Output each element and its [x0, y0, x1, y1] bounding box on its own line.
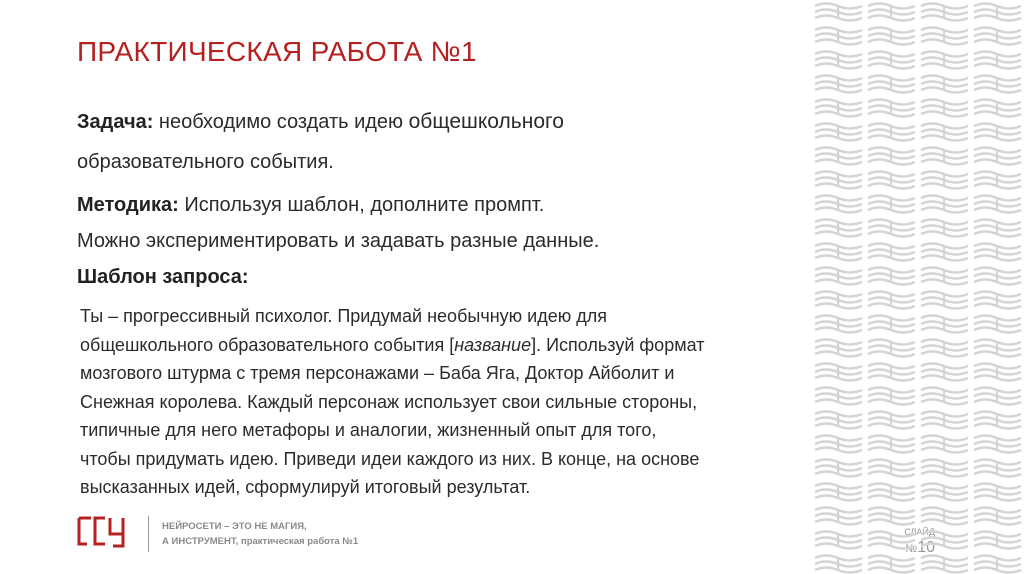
- gsu-logo-icon: [77, 514, 127, 548]
- footer-line-1: НЕЙРОСЕТИ – ЭТО НЕ МАГИЯ,: [162, 521, 307, 532]
- task-text-b: общешкольного: [408, 110, 564, 133]
- slide-title: ПРАКТИЧЕСКАЯ РАБОТА №1: [77, 36, 477, 67]
- task-line: [77, 110, 564, 134]
- task-label: Задача:: [77, 111, 154, 133]
- prompt-line: типичные для него метафоры и аналогии, жизненный опыт для того,: [80, 420, 657, 440]
- prompt-line: мозгового штурма с тремя персонажами – Баба Яга, Доктор Айболит и: [80, 363, 675, 383]
- prompt-line: [80, 331, 800, 360]
- prompt-line: высказанных идей, сформулируй итоговый результат.: [80, 477, 531, 497]
- footer-line-2: А ИНСТРУМЕНТ, практическая работа №1: [162, 536, 359, 547]
- prompt-text: [80, 302, 800, 502]
- prompt-line: Снежная королева. Каждый персонаж использует свои сильные стороны,: [80, 391, 698, 412]
- footer-divider: [148, 516, 149, 552]
- template-label: Шаблон запроса:: [77, 266, 249, 288]
- prompt-segment: ]. Используй формат: [531, 334, 705, 355]
- method-text: Используя шаблон, дополните промпт.: [178, 194, 545, 216]
- method-label: Методика:: [77, 194, 179, 216]
- footer-caption: [162, 519, 358, 549]
- template-heading: [77, 266, 249, 289]
- prompt-segment: общешкольного образовательного события [: [80, 334, 455, 355]
- prompt-line: Ты – прогрессивный психолог. Придумай необычную идею для: [80, 306, 607, 326]
- task-line-continued: образовательного события.: [77, 151, 334, 173]
- method-line: [77, 194, 544, 217]
- experiment-line: Можно экспериментировать и задавать разные данные.: [77, 230, 600, 252]
- task-text-a: необходимо создать идею: [153, 111, 409, 133]
- prompt-line: чтобы придумать идею. Приведи идеи каждого из них. В конце, на основе: [80, 448, 700, 469]
- placeholder-name: название: [454, 334, 532, 355]
- book-pattern-decoration: [812, 0, 1024, 574]
